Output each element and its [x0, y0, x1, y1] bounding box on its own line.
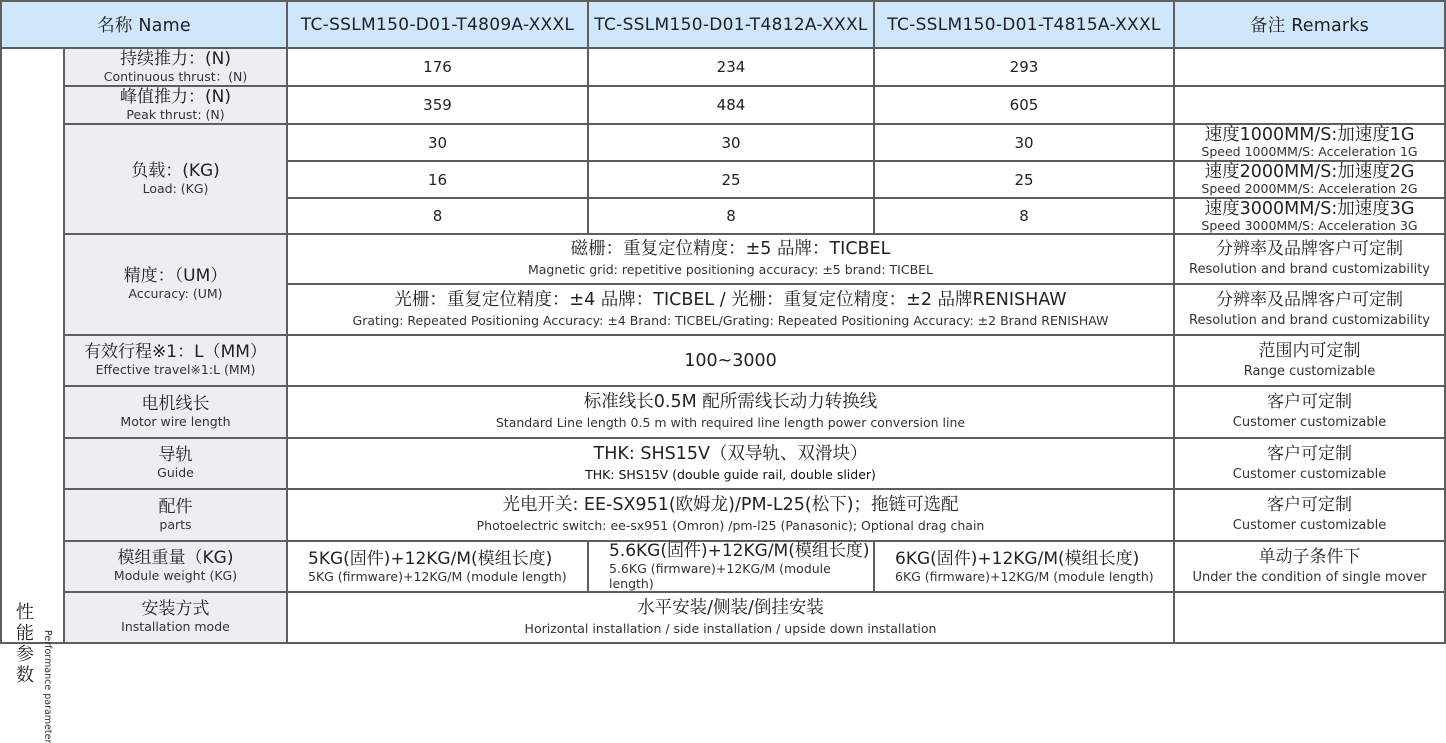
- load-value-1-1: 30: [287, 124, 588, 161]
- installation-value: 水平安装/侧装/倒挂安装 Horizontal installation / side installation / upside down installation: [287, 592, 1174, 643]
- module-weight-remark: 单动子条件下 Under the condition of single mover: [1174, 541, 1445, 592]
- module-weight-row: [1, 541, 1445, 592]
- travel-label: 有效行程※1：L（MM） Effective travel※1:L (MM): [64, 335, 287, 386]
- motor-wire-value: 标准线长0.5M 配所需线长动力转换线 Standard Line length 0.5 m with required line length power conversion line: [287, 386, 1174, 438]
- continuous-thrust-value-2: 234: [588, 48, 874, 86]
- module-weight-value-3: 6KG(固件)+12KG/M(模组长度) 6KG (firmware)+12KG/M (module length): [874, 541, 1174, 592]
- section-label-cn: 性能参数: [16, 601, 34, 686]
- continuous-thrust-value-3: 293: [874, 48, 1174, 86]
- name-header: 名称 Name: [1, 1, 287, 48]
- accuracy-label: 精度：（UM） Accuracy: (UM): [64, 234, 287, 335]
- continuous-thrust-value-1: 176: [287, 48, 588, 86]
- accuracy-grating-value: 光栅：重复定位精度：±4 品牌：TICBEL / 光栅：重复定位精度：±2 品牌RENISHAW Grating: Repeated Positioning Accuracy: ±4 Brand: TICBEL/Grating: Repeated Positioning Accuracy: ±2 Brand RENISHAW: [287, 284, 1174, 335]
- load-label: 负载：(KG) Load: (KG): [64, 124, 287, 234]
- module-weight-value-1: 5KG(固件)+12KG/M(模组长度) 5KG (firmware)+12KG/M (module length): [287, 541, 588, 592]
- travel-value: 100~3000: [287, 335, 1174, 386]
- travel-row: [1, 335, 1445, 386]
- accuracy-magnetic-value: 磁栅：重复定位精度：±5 品牌：TICBEL Magnetic grid: repetitive positioning accuracy: ±5 brand: TICBEL: [287, 234, 1174, 284]
- module-weight-label: 模组重量（KG) Module weight (KG): [64, 541, 287, 592]
- section-label-en: Performance parameter: [42, 629, 53, 743]
- guide-remark: 客户可定制 Customer customizable: [1174, 438, 1445, 489]
- guide-label: 导轨 Guide: [64, 438, 287, 489]
- peak-thrust-remark: [1174, 86, 1445, 124]
- load-value-3-2: 8: [588, 198, 874, 234]
- motor-wire-label: 电机线长 Motor wire length: [64, 386, 287, 438]
- peak-thrust-label: 峰值推力：(N) Peak thrust: (N): [64, 86, 287, 124]
- load-value-3-3: 8: [874, 198, 1174, 234]
- installation-label: 安装方式 Installation mode: [64, 592, 287, 643]
- parts-row: [1, 489, 1445, 541]
- continuous-thrust-label: 持续推力：(N) Continuous thrust：(N): [64, 48, 287, 86]
- section-label-cell: [1, 48, 64, 743]
- model-header-1: TC-SSLM150-D01-T4809A-XXXL: [287, 1, 588, 48]
- guide-row: [1, 438, 1445, 489]
- load-row-1: [1, 124, 1445, 161]
- peak-thrust-value-1: 359: [287, 86, 588, 124]
- travel-remark: 范围内可定制 Range customizable: [1174, 335, 1445, 386]
- parts-value: 光电开关: EE-SX951(欧姆龙)/PM-L25(松下)；拖链可选配 Photoelectric switch: ee-sx951 (Omron) /pm-l25 (Panasonic); Optional drag chain: [287, 489, 1174, 541]
- load-value-2-3: 25: [874, 161, 1174, 198]
- module-weight-value-2: 5.6KG(固件)+12KG/M(模组长度) 5.6KG (firmware)+12KG/M (module length): [588, 541, 874, 592]
- peak-thrust-row: [1, 86, 1445, 124]
- header-row: [1, 1, 1445, 48]
- load-value-1-3: 30: [874, 124, 1174, 161]
- accuracy-row-1: [1, 234, 1445, 284]
- guide-value: THK: SHS15V（双导轨、双滑块） THK: SHS15V (double guide rail, double slider): [287, 438, 1174, 489]
- load-value-2-1: 16: [287, 161, 588, 198]
- load-remark-3: 速度3000MM/S:加速度3G Speed 3000MM/S: Acceleration 3G: [1174, 198, 1445, 234]
- parts-label: 配件 parts: [64, 489, 287, 541]
- load-value-3-1: 8: [287, 198, 588, 234]
- installation-row: [1, 592, 1445, 643]
- load-value-1-2: 30: [588, 124, 874, 161]
- motor-wire-remark: 客户可定制 Customer customizable: [1174, 386, 1445, 438]
- load-remark-2: 速度2000MM/S:加速度2G Speed 2000MM/S: Acceleration 2G: [1174, 161, 1445, 198]
- continuous-thrust-remark: [1174, 48, 1445, 86]
- parts-remark: 客户可定制 Customer customizable: [1174, 489, 1445, 541]
- model-header-2: TC-SSLM150-D01-T4812A-XXXL: [588, 1, 874, 48]
- installation-remark: [1174, 592, 1445, 643]
- accuracy-remark-2: 分辨率及品牌客户可定制 Resolution and brand customizability: [1174, 284, 1445, 335]
- accuracy-remark-1: 分辨率及品牌客户可定制 Resolution and brand customizability: [1174, 234, 1445, 284]
- remarks-header: 备注 Remarks: [1174, 1, 1445, 48]
- continuous-thrust-row: [1, 48, 1445, 86]
- motor-wire-row: [1, 386, 1445, 438]
- load-value-2-2: 25: [588, 161, 874, 198]
- model-header-3: TC-SSLM150-D01-T4815A-XXXL: [874, 1, 1174, 48]
- peak-thrust-value-3: 605: [874, 86, 1174, 124]
- load-remark-1: 速度1000MM/S:加速度1G Speed 1000MM/S: Acceleration 1G: [1174, 124, 1445, 161]
- peak-thrust-value-2: 484: [588, 86, 874, 124]
